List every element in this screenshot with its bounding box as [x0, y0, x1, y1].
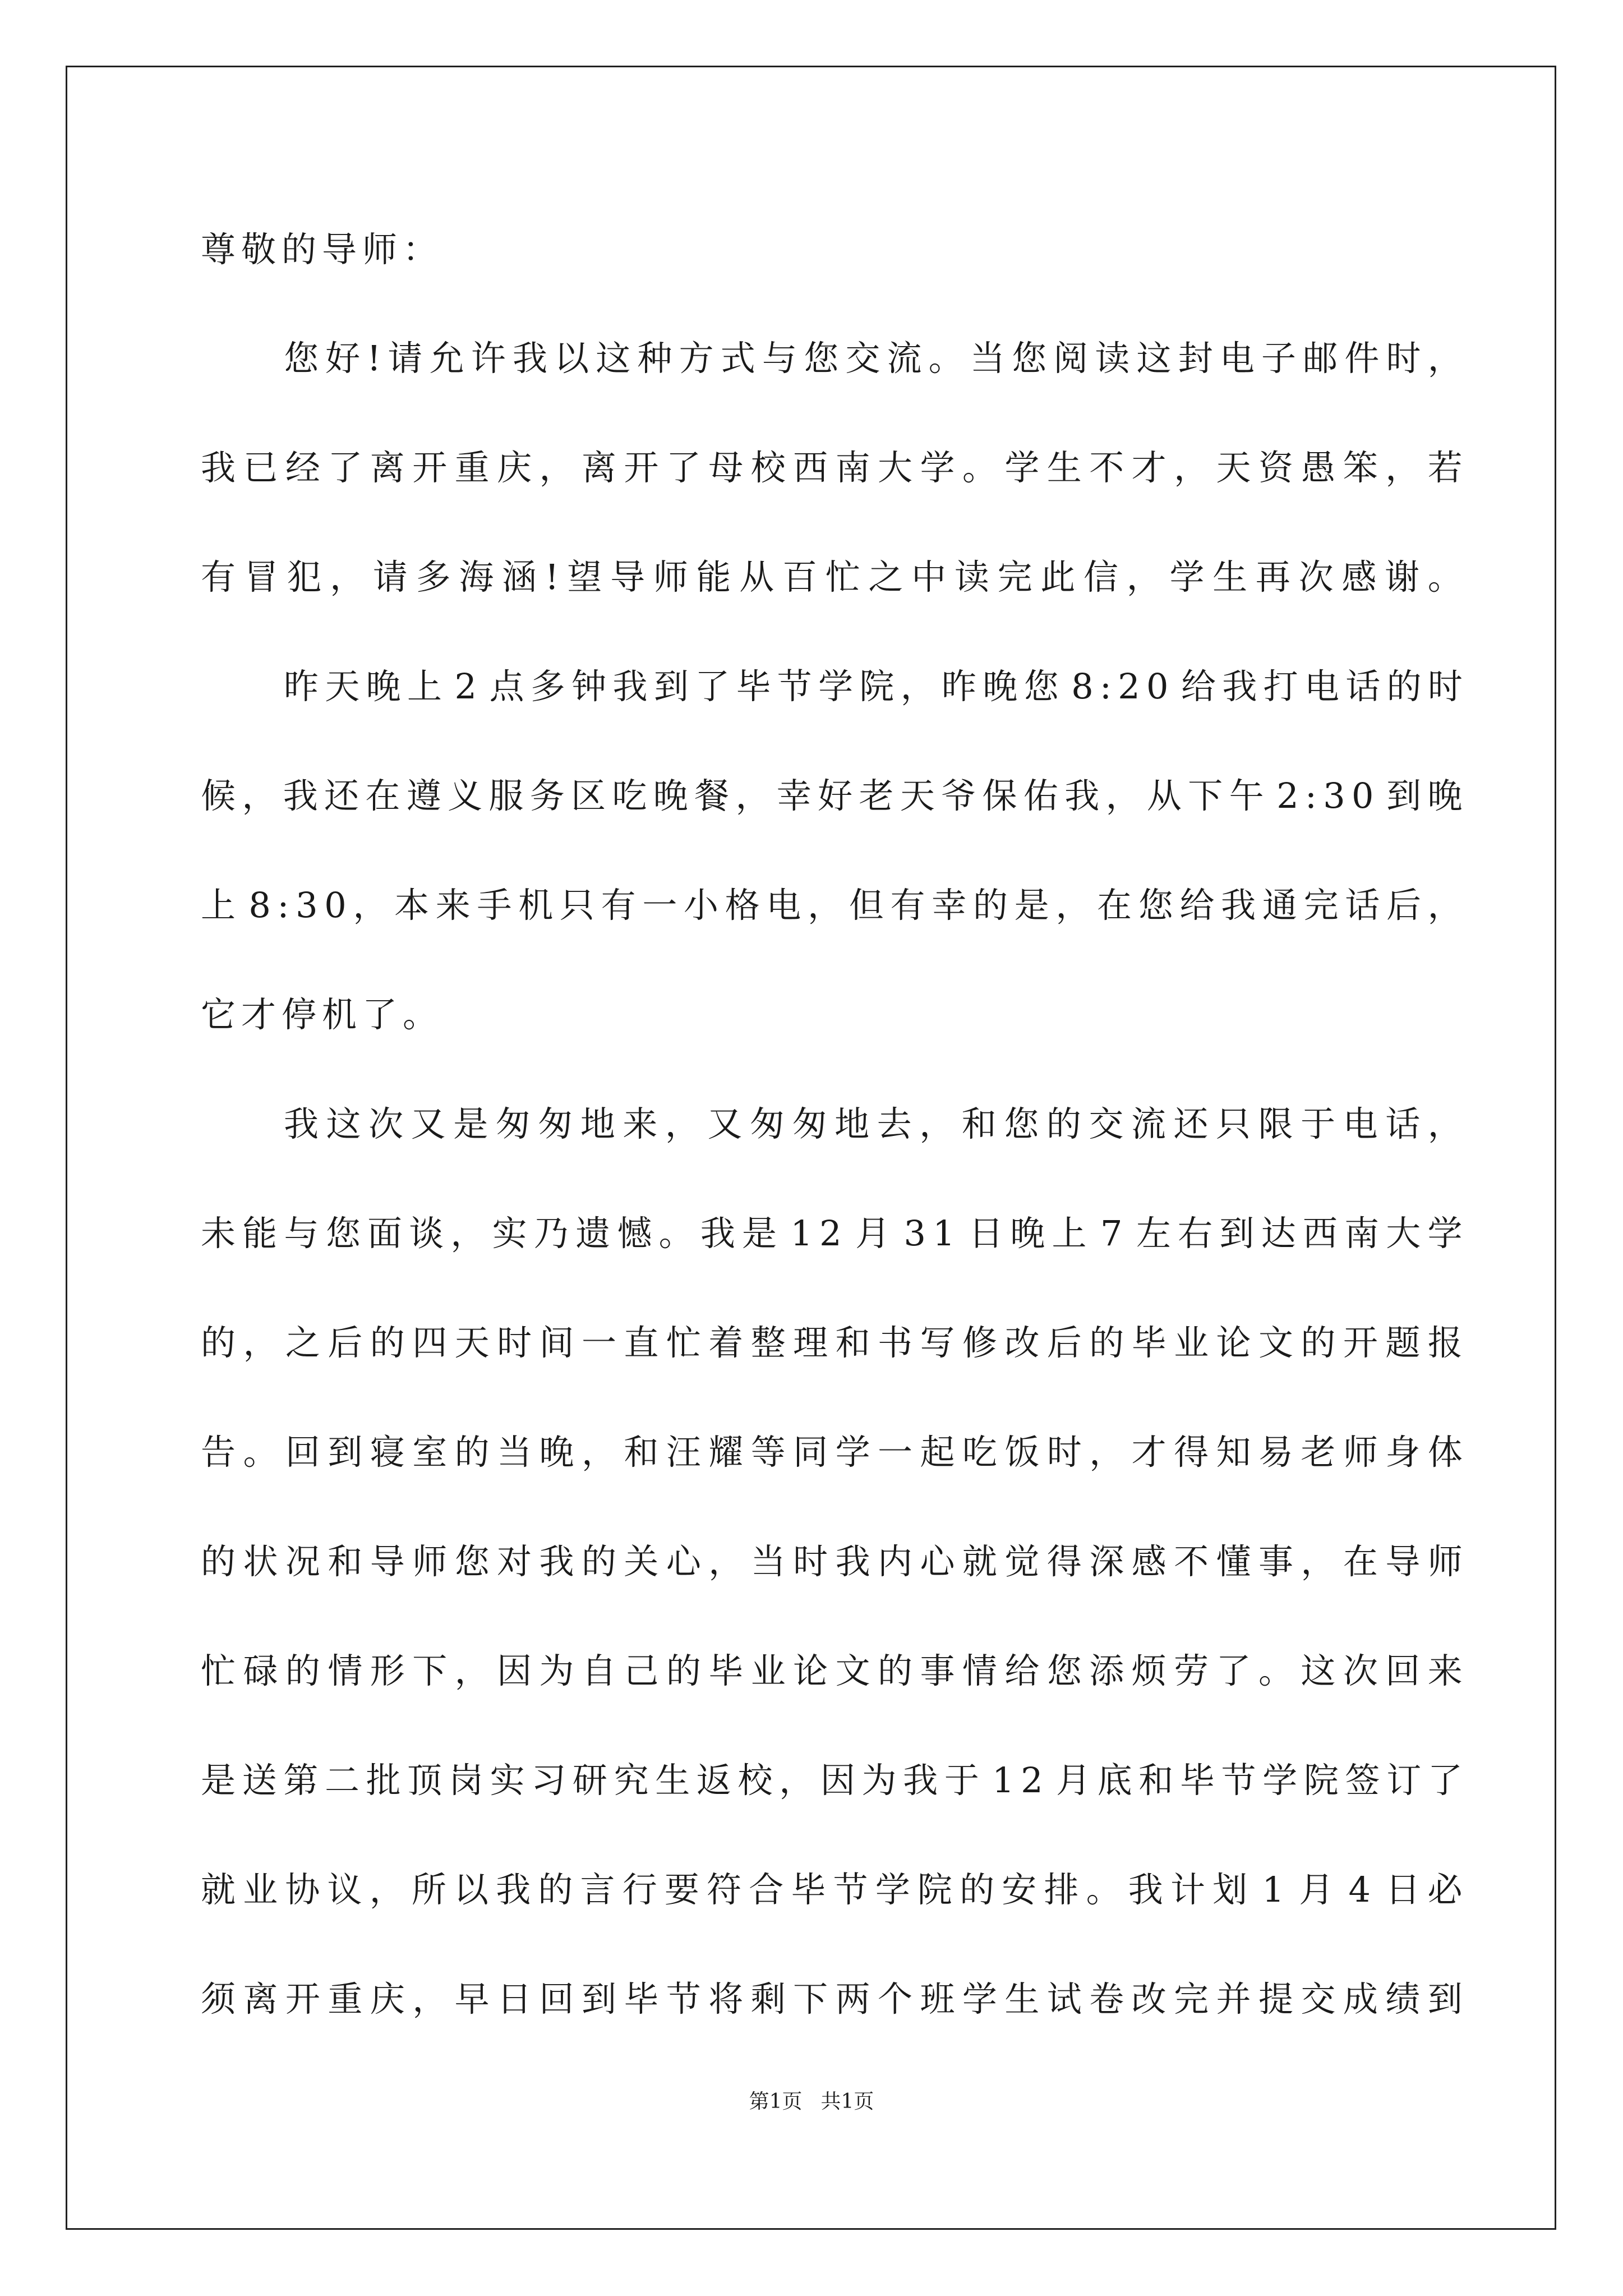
text-line: 有 冒 犯 ， 请 多 海 涵 ! 望 导 师 能 从 百 忙 之 中 读 完 此 信 ， 学 生 再 次 感 谢 。: [201, 556, 1463, 597]
text-line: 它才停机了。: [201, 994, 444, 1035]
text-line: 须 离 开 重 庆 ， 早 日 回 到 毕 节 将 剩 下 两 个 班 学 生 试 卷 改 完 并 提 交 成 绩 到: [201, 1978, 1463, 2019]
text-line: 未 能 与 您 面 谈 ， 实 乃 遗 憾 。 我 是 1 2 月 3 1 日 晚 上 7 左 右 到 达 西 南 大 学: [201, 1213, 1463, 1254]
text-line: 候 ， 我 还 在 遵 义 服 务 区 吃 晚 餐 ， 幸 好 老 天 爷 保 佑 我 ， 从 下 午 2 : 3 0 到 晚: [201, 775, 1463, 816]
text-line: 我 已 经 了 离 开 重 庆 ， 离 开 了 母 校 西 南 大 学 。 学 生 不 才 ， 天 资 愚 笨 ， 若: [201, 447, 1463, 488]
text-line: 上 8 : 3 0 ， 本 来 手 机 只 有 一 小 格 电 ， 但 有 幸 的 是 ， 在 您 给 我 通 完 话 后 ，: [201, 885, 1463, 926]
text-line: 您 好 ! 请 允 许 我 以 这 种 方 式 与 您 交 流 。 当 您 阅 读 这 封 电 子 邮 件 时 ，: [284, 338, 1463, 379]
page-number-footer: 第1页 共1页: [749, 2090, 874, 2113]
text-line: 的 ， 之 后 的 四 天 时 间 一 直 忙 着 整 理 和 书 写 修 改 后 的 毕 业 论 文 的 开 题 报: [201, 1322, 1463, 1363]
text-line: 的 状 况 和 导 师 您 对 我 的 关 心 ， 当 时 我 内 心 就 觉 得 深 感 不 懂 事 ， 在 导 师: [201, 1541, 1463, 1582]
text-line: 我 这 次 又 是 匆 匆 地 来 ， 又 匆 匆 地 去 ， 和 您 的 交 流 还 只 限 于 电 话 ，: [284, 1103, 1463, 1144]
text-line: 告 。 回 到 寝 室 的 当 晚 ， 和 汪 耀 等 同 学 一 起 吃 饭 时 ， 才 得 知 易 老 师 身 体: [201, 1432, 1463, 1473]
salutation: 尊敬的导师：: [201, 229, 444, 270]
text-line: 昨 天 晚 上 2 点 多 钟 我 到 了 毕 节 学 院 ， 昨 晚 您 8 : 2 0 给 我 打 电 话 的 时: [284, 666, 1463, 707]
text-line: 是 送 第 二 批 顶 岗 实 习 研 究 生 返 校 ， 因 为 我 于 1 2 月 底 和 毕 节 学 院 签 订 了: [201, 1760, 1463, 1801]
text-line: 就 业 协 议 ， 所 以 我 的 言 行 要 符 合 毕 节 学 院 的 安 排 。 我 计 划 1 月 4 日 必: [201, 1869, 1463, 1910]
text-line: 忙 碌 的 情 形 下 ， 因 为 自 己 的 毕 业 论 文 的 事 情 给 您 添 烦 劳 了 。 这 次 回 来: [201, 1650, 1463, 1691]
